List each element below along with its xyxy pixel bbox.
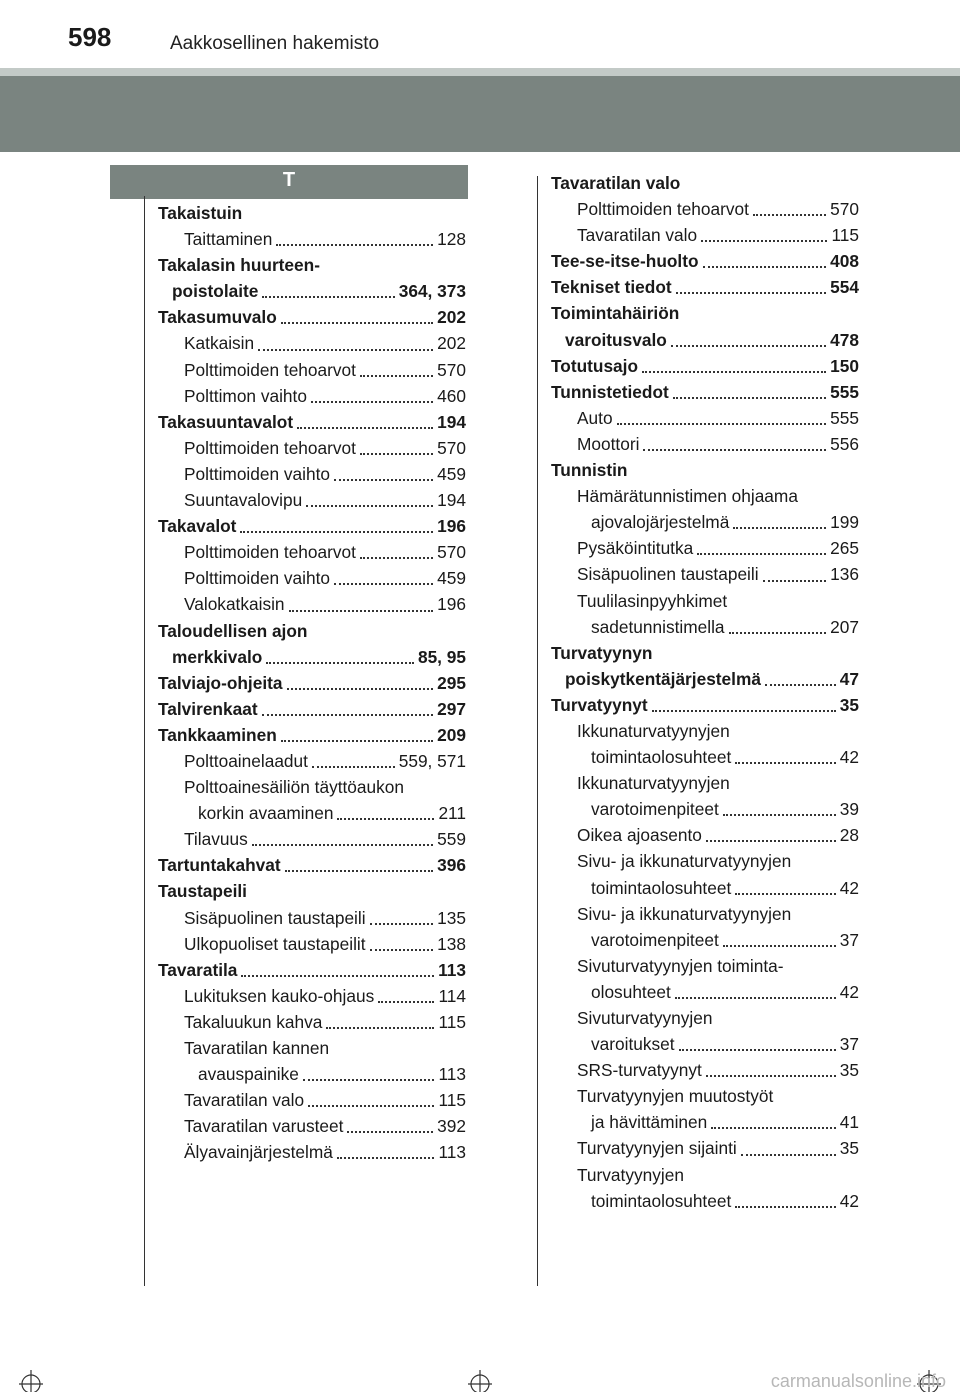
index-entry-page[interactable]: 115 (436, 1009, 466, 1035)
dot-leader (281, 740, 433, 742)
index-entry (551, 692, 859, 718)
dot-leader (241, 975, 434, 977)
index-entry-label: Valokatkaisin (184, 594, 285, 615)
index-entry (551, 1057, 859, 1083)
index-entry (551, 953, 859, 979)
index-entry (551, 666, 859, 692)
index-entry (158, 539, 466, 565)
index-entry-page[interactable]: 202 (435, 330, 466, 356)
dot-leader (370, 949, 433, 951)
index-entry (158, 304, 466, 330)
header-band-dark (0, 76, 960, 152)
index-entry-label: ja hävittäminen (591, 1112, 708, 1133)
index-entry (551, 405, 859, 431)
index-entry-label: merkkivalo (172, 646, 263, 667)
dot-leader (735, 762, 836, 764)
dot-leader (697, 553, 826, 555)
index-entry (158, 409, 466, 435)
dot-leader (673, 397, 826, 399)
index-entry-page[interactable]: 42 (838, 979, 859, 1005)
index-entry-label: Taloudellisen ajon (158, 620, 308, 641)
dot-leader (258, 349, 433, 351)
index-entry-label: varotoimenpiteet (591, 799, 719, 820)
dot-leader (735, 893, 836, 895)
dot-leader (312, 766, 395, 768)
dot-leader (642, 371, 826, 373)
dot-leader (729, 632, 826, 634)
index-entry-label: Tavaratilan valo (577, 225, 698, 246)
index-entry-label: Sivu- ja ikkunaturvatyynyjen (577, 903, 792, 924)
index-entry-label: Takavalot (158, 516, 237, 537)
index-entry (158, 722, 466, 748)
index-entry (551, 170, 859, 196)
dot-leader (276, 244, 433, 246)
dot-leader (360, 375, 433, 377)
index-entry-page[interactable]: 559, 571 (397, 748, 466, 774)
index-entry-label: sadetunnistimella (591, 616, 725, 637)
index-entry-label: Sisäpuolinen taustapeili (577, 564, 759, 585)
dot-leader (701, 240, 827, 242)
index-entry-label: Ikkunaturvatyynyjen (577, 720, 730, 741)
dot-leader (334, 479, 433, 481)
index-entry-page[interactable]: 150 (828, 353, 859, 379)
dot-leader (360, 557, 433, 559)
index-entry-label: Tunnistetiedot (551, 381, 669, 402)
dot-leader (676, 292, 826, 294)
dot-leader (753, 214, 826, 216)
index-entry (158, 644, 466, 670)
index-entry-page[interactable]: 115 (829, 222, 859, 248)
index-entry (158, 957, 466, 983)
index-entry-page[interactable]: 570 (435, 539, 466, 565)
index-entry-label: Sivuturvatyynyjen toiminta- (577, 955, 784, 976)
index-entry-label: Pysäköintitutka (577, 538, 694, 559)
index-entry-label: Tee-se-itse-huolto (551, 251, 699, 272)
index-entry (551, 483, 859, 509)
index-entry-label: Talvirenkaat (158, 698, 258, 719)
page-header (0, 0, 960, 66)
index-entry (158, 983, 466, 1009)
index-entry-page[interactable]: 265 (828, 535, 859, 561)
index-entry (158, 591, 466, 617)
index-entry-label: Tavaratilan varusteet (184, 1116, 344, 1137)
index-entry-label: Hämärätunnistimen ohjaama (577, 486, 798, 507)
section-letter-bar (110, 165, 468, 199)
index-entry-label: Polttimon vaihto (184, 385, 307, 406)
index-entry-label: Polttoainelaadut (184, 750, 308, 771)
dot-leader (240, 531, 433, 533)
index-entry-page[interactable]: 41 (838, 1109, 859, 1135)
index-entry-label: Moottori (577, 433, 640, 454)
index-entry-label: Lukituksen kauko-ohjaus (184, 985, 375, 1006)
index-entry-label: Totutusajo (551, 355, 639, 376)
index-entry-label: Ulkopuoliset taustapeilit (184, 933, 366, 954)
index-entry (158, 618, 466, 644)
index-entry (158, 330, 466, 356)
index-entry (551, 822, 859, 848)
dot-leader (711, 1127, 836, 1129)
index-entry-label: toimintaolosuhteet (591, 747, 732, 768)
dot-leader (303, 1079, 434, 1081)
index-entry-page[interactable]: 85, 95 (416, 644, 466, 670)
dot-leader (735, 1206, 836, 1208)
dot-leader (281, 322, 433, 324)
index-entry-label: korkin avaaminen (198, 803, 334, 824)
index-entry (158, 1035, 466, 1061)
index-entry-page[interactable]: 559 (435, 826, 466, 852)
index-entry-label: avauspainike (198, 1064, 299, 1085)
index-entry (158, 826, 466, 852)
index-entry-page[interactable]: 47 (838, 666, 859, 692)
index-entry-page[interactable]: 113 (436, 1061, 466, 1087)
dot-leader (765, 684, 836, 686)
index-entry-label: Turvatyynyt (551, 694, 648, 715)
index-entry-page[interactable]: 196 (435, 513, 466, 539)
index-entry (158, 748, 466, 774)
index-entry (158, 513, 466, 539)
index-entry-page[interactable]: 555 (828, 405, 859, 431)
index-entry (551, 457, 859, 483)
index-entry-label: Sivu- ja ikkunaturvatyynyjen (577, 851, 792, 872)
index-entry-page[interactable]: 42 (838, 875, 859, 901)
index-entry (551, 927, 859, 953)
index-entry-page[interactable]: 35 (838, 1057, 859, 1083)
index-entry-page[interactable]: 39 (838, 796, 859, 822)
index-entry-page[interactable]: 209 (435, 722, 466, 748)
index-entry-label: Polttoainesäiliön täyttöaukon (184, 777, 405, 798)
index-entry-label: Auto (577, 407, 613, 428)
page-title: Aakkosellinen hakemisto (170, 33, 380, 54)
index-entry-page[interactable]: 297 (435, 696, 466, 722)
index-entry-label: Talviajo-ohjeita (158, 672, 283, 693)
index-entry (158, 1087, 466, 1113)
index-entry-page[interactable]: 570 (435, 357, 466, 383)
crop-mark-icon (16, 1362, 46, 1392)
index-entry-page[interactable]: 115 (436, 1087, 466, 1113)
dot-leader (723, 814, 836, 816)
dot-leader (289, 610, 433, 612)
index-entry (158, 905, 466, 931)
index-entry-label: toimintaolosuhteet (591, 1190, 732, 1211)
dot-leader (347, 1131, 433, 1133)
index-entry (158, 878, 466, 904)
dot-leader (297, 427, 433, 429)
index-entry-page[interactable]: 459 (435, 461, 466, 487)
dot-leader (378, 1001, 434, 1003)
index-entry-label: Polttimoiden vaihto (184, 568, 331, 589)
header-band-light (0, 68, 960, 76)
index-entry (551, 1109, 859, 1135)
index-entry (158, 931, 466, 957)
index-entry (158, 670, 466, 696)
dot-leader (360, 453, 433, 455)
index-entry-label: Takasuuntavalot (158, 411, 294, 432)
index-entry (551, 535, 859, 561)
index-entry-label: poistolaite (172, 281, 259, 302)
index-entry (551, 300, 859, 326)
index-entry-page[interactable]: 408 (828, 248, 859, 274)
index-entry-label: Turvatyynyn (551, 642, 653, 663)
index-entry (158, 357, 466, 383)
dot-leader (675, 997, 836, 999)
index-entry (551, 875, 859, 901)
index-entry-label: Polttimoiden tehoarvot (577, 199, 749, 220)
dot-leader (643, 449, 826, 451)
index-entry-label: Turvatyynyjen muutostyöt (577, 1086, 774, 1107)
index-entry-page[interactable]: 364, 373 (397, 278, 466, 304)
index-entry (551, 509, 859, 535)
dot-leader (706, 1075, 836, 1077)
crop-mark-icon (465, 1362, 495, 1392)
index-entry (551, 640, 859, 666)
index-entry-page[interactable]: 37 (838, 1031, 859, 1057)
dot-leader (266, 662, 414, 664)
index-entry (551, 770, 859, 796)
index-entry-label: olosuhteet (591, 981, 671, 1002)
index-entry-page[interactable]: 396 (435, 852, 466, 878)
dot-leader (733, 527, 826, 529)
index-entry-label: Polttimoiden tehoarvot (184, 542, 356, 563)
index-entry (158, 487, 466, 513)
index-entry-page[interactable]: 460 (435, 383, 466, 409)
index-entry (551, 274, 859, 300)
index-entry (551, 248, 859, 274)
index-entry-label: Tavaratila (158, 959, 238, 980)
index-entry (551, 614, 859, 640)
index-entry-label: Polttimoiden tehoarvot (184, 359, 356, 380)
index-entry-label: Polttimoiden vaihto (184, 463, 331, 484)
index-entry (551, 848, 859, 874)
index-entry (158, 774, 466, 800)
index-entry (158, 461, 466, 487)
index-entry-label: Tavaratilan valo (184, 1090, 305, 1111)
index-entry-label: Polttimoiden tehoarvot (184, 437, 356, 458)
index-entry (158, 226, 466, 252)
dot-leader (652, 710, 836, 712)
index-entry (158, 565, 466, 591)
index-entry (158, 278, 466, 304)
index-entry-page[interactable]: 138 (435, 931, 466, 957)
index-entry-page[interactable]: 136 (828, 561, 859, 587)
index-entry-page[interactable]: 113 (436, 957, 466, 983)
index-entry (551, 588, 859, 614)
index-entry (158, 200, 466, 226)
index-entry-label: Tankkaaminen (158, 724, 277, 745)
index-entry-label: Takaistuin (158, 203, 243, 223)
index-entry (551, 222, 859, 248)
index-entry (551, 718, 859, 744)
index-entry (551, 1135, 859, 1161)
index-entry (551, 1188, 859, 1214)
index-entry (158, 696, 466, 722)
index-entry (551, 979, 859, 1005)
index-entry (158, 435, 466, 461)
index-entry-page[interactable]: 37 (838, 927, 859, 953)
index-entry-page[interactable]: 194 (435, 487, 466, 513)
index-entry-label: Taustapeili (158, 881, 247, 902)
index-entry-page[interactable]: 555 (828, 379, 859, 405)
index-entry-label: Tuulilasinpyyhkimet (577, 590, 728, 611)
index-entry-page[interactable]: 113 (436, 1139, 466, 1165)
index-entry-page[interactable]: 392 (435, 1113, 466, 1139)
index-entry-label: varoitukset (591, 1034, 675, 1055)
index-entry (551, 1162, 859, 1188)
index-entry-label: Turvatyynyjen (577, 1164, 684, 1185)
index-entry (158, 1139, 466, 1165)
index-entry (551, 431, 859, 457)
index-entry-label: ajovalojärjestelmä (591, 512, 730, 533)
dot-leader (723, 945, 836, 947)
index-entry-label: Tavaratilan kannen (184, 1038, 330, 1058)
dot-leader (287, 688, 433, 690)
index-entry (158, 800, 466, 826)
index-entry-page[interactable]: 128 (435, 226, 466, 252)
dot-leader (337, 1157, 434, 1159)
dot-leader (337, 818, 434, 820)
index-entry-page[interactable]: 194 (435, 409, 466, 435)
index-entry (551, 1083, 859, 1109)
index-entry (551, 353, 859, 379)
index-entry (551, 379, 859, 405)
index-entry (551, 744, 859, 770)
index-entry (158, 252, 466, 278)
index-entry-label: poiskytkentäjärjestelmä (565, 668, 761, 689)
index-entry-page[interactable]: 42 (838, 744, 859, 770)
dot-leader (763, 580, 826, 582)
index-entry (551, 561, 859, 587)
right-column-rule (537, 176, 538, 1286)
dot-leader (334, 583, 433, 585)
index-entry-label: Oikea ajoasento (577, 825, 702, 846)
index-entry-label: Tunnistin (551, 460, 628, 481)
index-entry-label: Tavaratilan valo (551, 173, 681, 193)
index-entry-page[interactable]: 207 (828, 614, 859, 640)
index-entry-label: Takaluukun kahva (184, 1011, 323, 1032)
left-column-rule (144, 196, 145, 1286)
index-entry-label: Turvatyynyjen sijainti (577, 1138, 737, 1159)
index-entry-label: SRS-turvatyynyt (577, 1060, 702, 1081)
dot-leader (370, 923, 433, 925)
index-entry-label: varoitusvalo (565, 329, 667, 350)
index-entry-page[interactable]: 199 (828, 509, 859, 535)
index-entry-page[interactable]: 570 (435, 435, 466, 461)
dot-leader (671, 345, 826, 347)
index-entry-label: Katkaisin (184, 333, 255, 354)
index-entry-label: Tekniset tiedot (551, 277, 672, 298)
index-entry-label: Takalasin huurteen- (158, 255, 320, 276)
index-entry-page[interactable]: 202 (435, 304, 466, 330)
index-entry (551, 1031, 859, 1057)
index-entry-label: toimintaolosuhteet (591, 877, 732, 898)
index-entry-page[interactable]: 570 (828, 196, 859, 222)
index-entry-label: Takasumuvalo (158, 307, 277, 328)
index-entry-label: Tartuntakahvat (158, 855, 281, 876)
index-column-right (551, 170, 859, 1214)
dot-leader (308, 1105, 434, 1107)
index-entry-label: Sivuturvatyynyjen (577, 1008, 713, 1028)
dot-leader (326, 1027, 434, 1029)
dot-leader (306, 505, 433, 507)
index-entry (158, 1009, 466, 1035)
index-entry (551, 327, 859, 353)
index-entry-label: Sisäpuolinen taustapeili (184, 907, 366, 928)
dot-leader (703, 266, 826, 268)
index-entry-label: Taittaminen (184, 229, 273, 250)
index-entry (551, 196, 859, 222)
dot-leader (285, 870, 433, 872)
index-entry-page[interactable]: 135 (435, 905, 466, 931)
index-entry-label: Älyavainjärjestelmä (184, 1142, 333, 1163)
index-entry-page[interactable]: 211 (436, 800, 466, 826)
index-entry-page[interactable]: 196 (435, 591, 466, 617)
index-entry-label: varotoimenpiteet (591, 929, 719, 950)
dot-leader (741, 1154, 836, 1156)
index-entry-label: Toimintahäiriön (551, 303, 680, 324)
dot-leader (252, 844, 433, 846)
index-entry-page[interactable]: 554 (828, 274, 859, 300)
index-entry (158, 1113, 466, 1139)
page-number: 598 (68, 22, 112, 52)
index-entry-page[interactable]: 459 (435, 565, 466, 591)
index-entry-page[interactable]: 42 (838, 1188, 859, 1214)
index-entry (551, 796, 859, 822)
index-column-left (158, 200, 466, 1165)
index-entry-page[interactable]: 35 (838, 692, 859, 718)
index-entry (551, 901, 859, 927)
index-entry (551, 1005, 859, 1031)
index-entry-page[interactable]: 114 (436, 983, 466, 1009)
index-entry-page[interactable]: 35 (838, 1135, 859, 1161)
index-entry-label: Suuntavalovipu (184, 490, 303, 511)
dot-leader (679, 1049, 836, 1051)
index-entry-label: Tilavuus (184, 829, 248, 850)
watermark: carmanualsonline.info (770, 1371, 946, 1391)
dot-leader (262, 714, 433, 716)
section-letter: T (282, 169, 296, 191)
index-entry-page[interactable]: 556 (828, 431, 859, 457)
index-entry (158, 383, 466, 409)
index-entry-page[interactable]: 295 (435, 670, 466, 696)
dot-leader (311, 401, 433, 403)
index-entry-page[interactable]: 28 (838, 822, 859, 848)
dot-leader (262, 296, 395, 298)
index-entry-label: Ikkunaturvatyynyjen (577, 773, 730, 794)
dot-leader (617, 423, 826, 425)
dot-leader (706, 840, 836, 842)
index-entry (158, 1061, 466, 1087)
index-entry-page[interactable]: 478 (828, 327, 859, 353)
index-entry (158, 852, 466, 878)
